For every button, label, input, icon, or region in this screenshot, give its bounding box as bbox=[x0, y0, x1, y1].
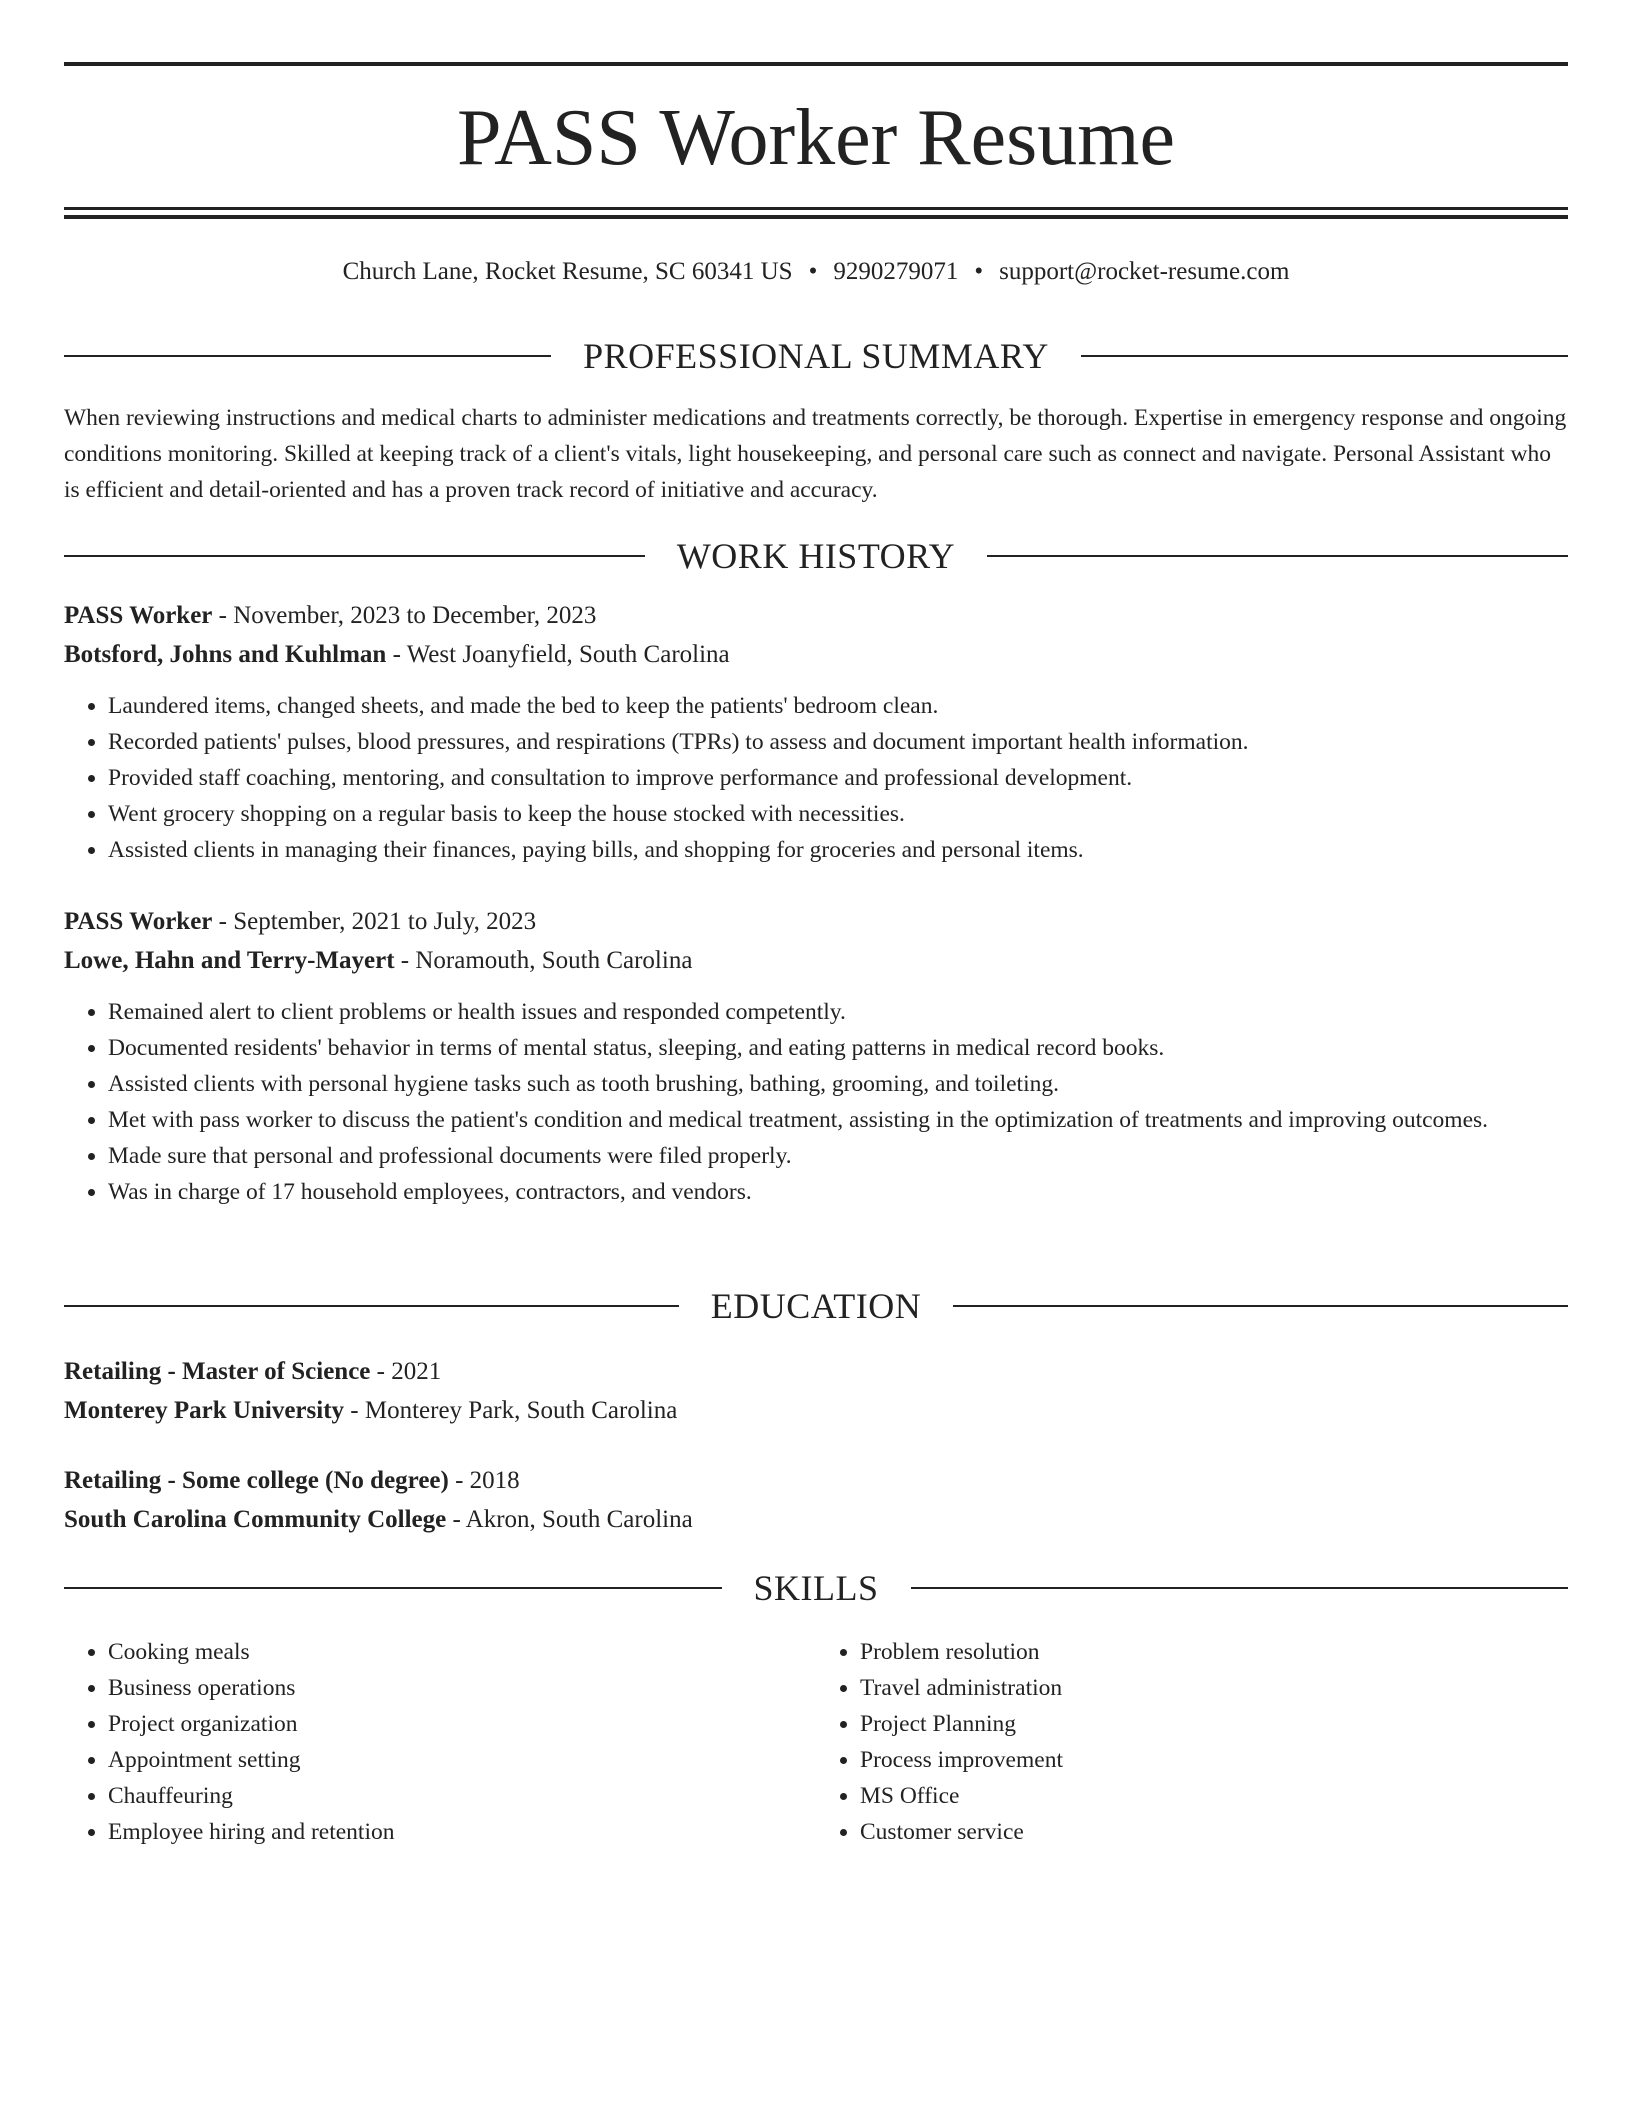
list-item: • MS Office bbox=[860, 1778, 1568, 1814]
section-rule-left bbox=[64, 355, 551, 357]
education-location: - Monterey Park, South Carolina bbox=[344, 1397, 678, 1424]
section-title-education: EDUCATION bbox=[710, 1286, 922, 1326]
list-item: • Customer service bbox=[860, 1814, 1568, 1850]
summary-text: When reviewing instructions and medical charts to administer medications and treatments correctly, be thorough. Expertise in emergency response and ongoing conditions monitoring. Skilled at keeping track of a client's vitals, light housekeeping, and personal care such as connect and navigate. Personal Assistant who is efficient and detail-oriented and has a proven track record of initiative and accuracy. bbox=[64, 405, 1567, 503]
list-item: • Business operations bbox=[108, 1670, 816, 1706]
list-item: • Remained alert to client problems or health issues and responded competently. bbox=[108, 994, 1568, 1030]
resume-title: PASS Worker Resume bbox=[456, 94, 1176, 182]
section-header-education bbox=[64, 1283, 1568, 1329]
education-entry bbox=[64, 1461, 1568, 1539]
list-item: • Assisted clients in managing their finances, paying bills, and shopping for groceries and personal items. bbox=[108, 832, 1568, 868]
job-company-line bbox=[64, 941, 1568, 980]
education-degree: Retailing - Master of Science bbox=[64, 1358, 371, 1385]
job-location: - Noramouth, South Carolina bbox=[394, 947, 693, 974]
list-item: • Documented residents' behavior in terms of mental status, sleeping, and eating patterns in medical record books. bbox=[108, 1030, 1568, 1066]
education-degree-line bbox=[64, 1352, 1568, 1391]
job-location: - West Joanyfield, South Carolina bbox=[386, 641, 730, 668]
contact-phone: 9290279071 bbox=[833, 258, 959, 285]
job-title-line bbox=[64, 902, 1568, 941]
skills-columns bbox=[64, 1634, 1568, 1850]
section-rule-right bbox=[911, 1587, 1569, 1589]
title-double-rule-lower bbox=[64, 215, 1568, 219]
job-dates: - November, 2023 to December, 2023 bbox=[212, 602, 597, 629]
contact-separator: • bbox=[974, 258, 984, 285]
list-item: • Project Planning bbox=[860, 1706, 1568, 1742]
education-school-line bbox=[64, 1500, 1568, 1539]
contact-separator: • bbox=[808, 258, 818, 285]
skills-list-left bbox=[64, 1634, 816, 1850]
education-school: South Carolina Community College bbox=[64, 1506, 447, 1533]
section-header-work-history bbox=[64, 533, 1568, 579]
section-header-skills bbox=[64, 1565, 1568, 1611]
list-item: • Was in charge of 17 household employees, contractors, and vendors. bbox=[108, 1174, 1568, 1210]
list-item: • Travel administration bbox=[860, 1670, 1568, 1706]
section-rule-right bbox=[953, 1305, 1568, 1307]
section-title-summary: PROFESSIONAL SUMMARY bbox=[583, 336, 1049, 376]
list-item: • Recorded patients' pulses, blood pressures, and respirations (TPRs) to assess and document important health information. bbox=[108, 724, 1568, 760]
list-item: • Laundered items, changed sheets, and made the bed to keep the patients' bedroom clean. bbox=[108, 688, 1568, 724]
education-location: - Akron, South Carolina bbox=[446, 1506, 693, 1533]
education-year: - 2021 bbox=[370, 1358, 442, 1385]
education-school-line bbox=[64, 1391, 1568, 1430]
list-item: • Project organization bbox=[108, 1706, 816, 1742]
education-degree-line bbox=[64, 1461, 1568, 1500]
job-dates: - September, 2021 to July, 2023 bbox=[212, 908, 537, 935]
list-item: • Employee hiring and retention bbox=[108, 1814, 816, 1850]
education-degree: Retailing - Some college (No degree) bbox=[64, 1467, 449, 1494]
title-double-rule-upper bbox=[64, 207, 1568, 210]
section-rule-right bbox=[987, 555, 1568, 557]
list-item: • Assisted clients with personal hygiene tasks such as tooth brushing, bathing, grooming, and toileting. bbox=[108, 1066, 1568, 1102]
section-rule-left bbox=[64, 1305, 679, 1307]
job-entry bbox=[64, 596, 1568, 868]
contact-line bbox=[64, 252, 1568, 292]
education-entry bbox=[64, 1352, 1568, 1430]
job-company-line bbox=[64, 635, 1568, 674]
job-entry bbox=[64, 902, 1568, 1210]
job-title: PASS Worker bbox=[64, 908, 213, 935]
list-item: • Appointment setting bbox=[108, 1742, 816, 1778]
list-item: • Process improvement bbox=[860, 1742, 1568, 1778]
education-school: Monterey Park University bbox=[64, 1397, 345, 1424]
list-item: • Provided staff coaching, mentoring, and consultation to improve performance and professional development. bbox=[108, 760, 1568, 796]
education-year: - 2018 bbox=[448, 1467, 520, 1494]
section-rule-left bbox=[64, 555, 645, 557]
job-company: Lowe, Hahn and Terry-Mayert bbox=[64, 947, 395, 974]
top-rule bbox=[64, 62, 1568, 66]
list-item: • Went grocery shopping on a regular basis to keep the house stocked with necessities. bbox=[108, 796, 1568, 832]
list-item: • Met with pass worker to discuss the patient's condition and medical treatment, assisting in the optimization of treatments and improving outcomes. bbox=[108, 1102, 1568, 1138]
job-duties-list bbox=[64, 688, 1568, 868]
section-rule-left bbox=[64, 1587, 722, 1589]
section-title-work-history: WORK HISTORY bbox=[676, 536, 956, 576]
job-title: PASS Worker bbox=[64, 602, 213, 629]
job-company: Botsford, Johns and Kuhlman bbox=[64, 641, 387, 668]
list-item: • Problem resolution bbox=[860, 1634, 1568, 1670]
list-item: • Cooking meals bbox=[108, 1634, 816, 1670]
section-title-skills: SKILLS bbox=[753, 1568, 879, 1608]
contact-email: support@rocket-resume.com bbox=[999, 258, 1290, 285]
job-title-line bbox=[64, 596, 1568, 635]
section-header-summary bbox=[64, 333, 1568, 379]
contact-address: Church Lane, Rocket Resume, SC 60341 US bbox=[342, 258, 793, 285]
job-duties-list bbox=[64, 994, 1568, 1210]
list-item: • Chauffeuring bbox=[108, 1778, 816, 1814]
skills-list-right bbox=[816, 1634, 1568, 1850]
list-item: • Made sure that personal and professional documents were filed properly. bbox=[108, 1138, 1568, 1174]
section-rule-right bbox=[1081, 355, 1568, 357]
